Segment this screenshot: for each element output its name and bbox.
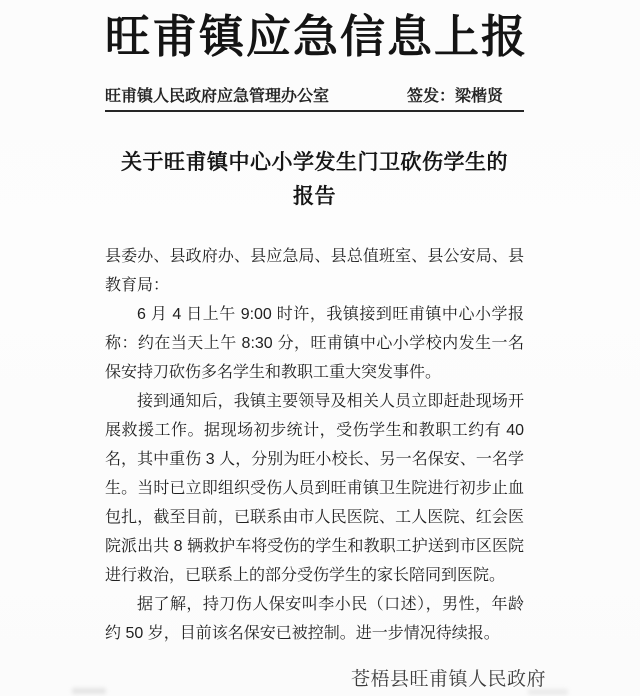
header-divider-rule	[105, 110, 524, 112]
scan-smudge	[528, 689, 568, 695]
masthead-title: 旺甫镇应急信息上报	[105, 12, 529, 62]
issuer-row	[105, 84, 524, 106]
report-title-line1: 关于旺甫镇中心小学发生门卫砍伤学生的	[121, 150, 508, 174]
report-title-line2: 报告	[293, 184, 336, 208]
signer-label: 签发：	[406, 88, 455, 105]
signature-line: 苍梧县旺甫镇人民政府	[350, 669, 546, 690]
body-paragraph: 接到通知后，我镇主要领导及相关人员立即赶赴现场开展救援工作。据现场初步统计，受伤学生和教职工约有 40 名，其中重伤 3 人，分别为旺小校长、另一名保安、一名学生。当时已立即组织受伤人员到旺甫镇卫生院进行初步止血包扎，截至目前，已联系由市人民医院、工人医院、红会医院派出共 8 辆救护车将受伤的学生和教职工护送到市区医院进行救治，已联系上的部分受伤学生的家长陪同到医院。	[105, 393, 524, 584]
issuing-office: 旺甫镇人民政府应急管理办公室	[105, 88, 330, 105]
report-body	[105, 242, 524, 648]
body-paragraph: 6 月 4 日上午 9:00 时许，我镇接到旺甫镇中心小学报称：约在当天上午 8:30 分，旺甫镇中心小学校内发生一名保安持刀砍伤多名学生和教职工重大突发事件。	[105, 306, 524, 381]
signer-name: 梁楷贤	[454, 88, 503, 105]
recipients-line: 县委办、县政府办、县应急局、县总值班室、县公安局、县教育局：	[105, 248, 524, 294]
report-title	[105, 145, 524, 213]
signer-block	[407, 83, 524, 106]
body-paragraph: 据了解，持刀伤人保安叫李小民（口述），男性，年龄约 50 岁，目前该名保安已被控制。进一步情况待续报。	[105, 596, 524, 642]
scan-smudge	[72, 688, 106, 694]
